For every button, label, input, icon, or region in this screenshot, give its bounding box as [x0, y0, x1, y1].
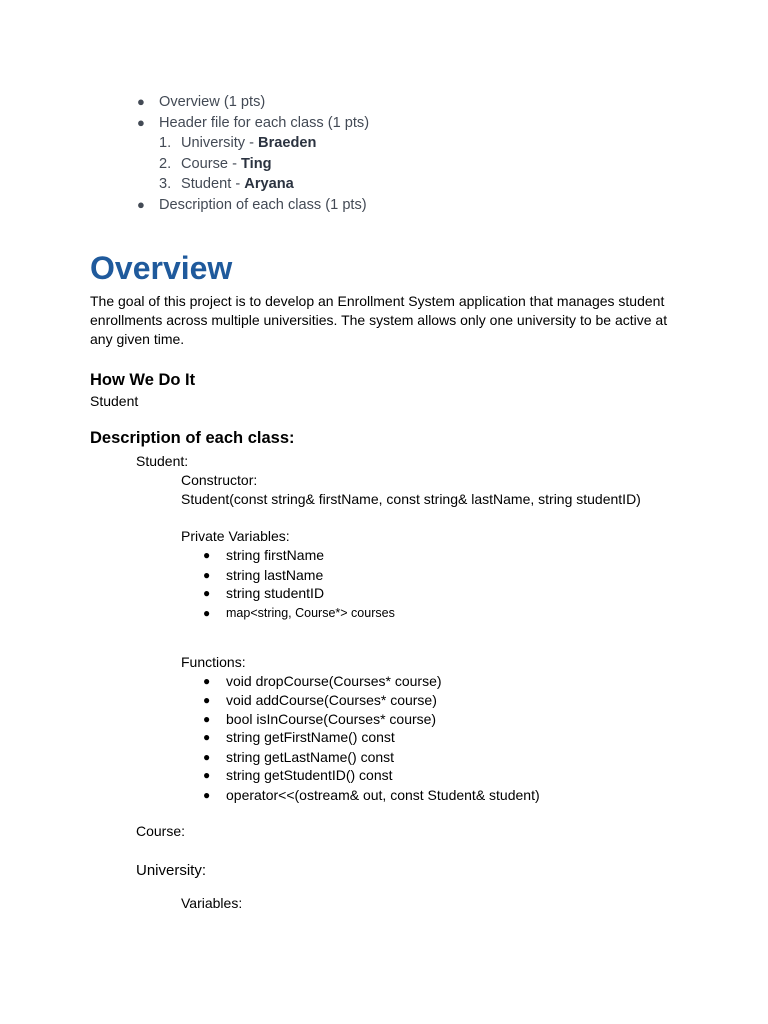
description-heading: Description of each class: — [90, 429, 295, 447]
how-we-do-it-heading: How We Do It — [90, 371, 196, 389]
function-text: string getFirstName() const — [226, 729, 395, 745]
outline-item-text: Description of each class (1 pts) — [159, 196, 367, 213]
function-text: operator<<(ostream& out, const Student& student) — [226, 787, 540, 803]
bullet-icon: ● — [203, 730, 211, 744]
bullet-icon: ● — [203, 788, 211, 802]
outline-subitem-text — [181, 133, 316, 153]
outline-subitem — [0, 154, 768, 175]
overview-paragraph: The goal of this project is to develop an Enrollment System application that manages student enrollments across multiple universities. The system allows only one university to be active at any given time. — [90, 293, 668, 347]
variable-text: map<string, Course*> courses — [226, 606, 395, 620]
university-class-label: University: — [136, 862, 207, 879]
assignee-name: Aryana — [244, 176, 294, 192]
bullet-icon: ● — [203, 712, 211, 726]
outline-item-text: Overview (1 pts) — [159, 94, 266, 110]
bullet-icon: ● — [203, 568, 211, 582]
variable-text: string studentID — [226, 585, 325, 601]
bullet-icon: ● — [203, 674, 211, 688]
assignee-name: Braeden — [258, 135, 317, 151]
grading-outline — [0, 92, 768, 215]
university-variables-label: Variables: — [181, 895, 243, 911]
variable-text: string lastName — [226, 567, 324, 583]
constructor-signature: Student(const string& firstName, const string& lastName, string studentID) — [181, 491, 641, 507]
constructor-label: Constructor: — [181, 472, 258, 488]
bullet-icon: ● — [203, 750, 211, 764]
function-text: void addCourse(Courses* course) — [226, 692, 437, 708]
outline-subitem — [0, 174, 768, 195]
bullet-icon: ● — [137, 196, 145, 212]
assignee-name: Ting — [241, 155, 272, 172]
how-we-do-it-text: Student — [90, 393, 139, 409]
outline-item — [0, 195, 768, 216]
outline-subitem-text — [181, 174, 294, 194]
outline-subitem-text — [181, 154, 272, 174]
outline-subitem — [0, 133, 768, 154]
bullet-icon: ● — [137, 94, 145, 109]
outline-item-text: Header file for each class (1 pts) — [159, 114, 370, 131]
bullet-icon: ● — [203, 693, 211, 707]
function-text: bool isInCourse(Courses* course) — [226, 711, 437, 727]
overview-heading: Overview — [90, 250, 233, 286]
course-class-label: Course: — [136, 823, 186, 839]
function-text: string getStudentID() const — [226, 767, 393, 783]
functions-label: Functions: — [181, 654, 246, 670]
subitem-class: Course - — [181, 155, 242, 172]
list-number: 3. — [159, 176, 172, 192]
subitem-class: University - — [181, 135, 259, 151]
bullet-icon: ● — [203, 548, 211, 562]
bullet-icon: ● — [203, 606, 211, 620]
function-text: string getLastName() const — [226, 749, 395, 765]
list-number: 1. — [159, 135, 172, 151]
bullet-icon: ● — [137, 114, 145, 130]
variable-text: string firstName — [226, 547, 325, 563]
private-variables-label: Private Variables: — [181, 528, 290, 544]
outline-item — [0, 92, 768, 113]
function-text: void dropCourse(Courses* course) — [226, 673, 442, 689]
outline-item — [0, 113, 768, 134]
bullet-icon: ● — [203, 586, 211, 600]
subitem-class: Student - — [181, 176, 245, 192]
bullet-icon: ● — [203, 768, 211, 782]
student-class-label: Student: — [136, 453, 189, 469]
list-number: 2. — [159, 155, 172, 172]
